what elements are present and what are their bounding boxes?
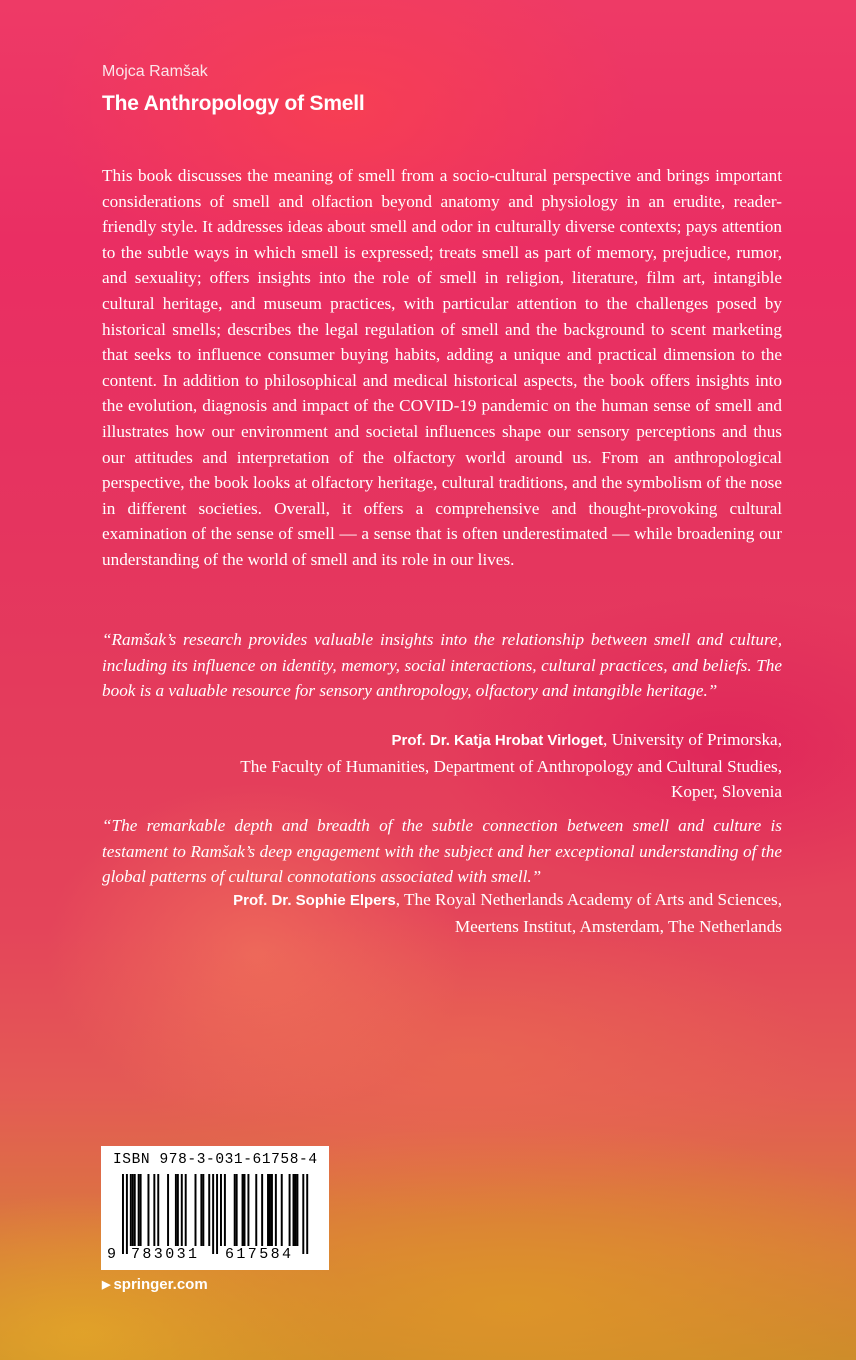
book-title: The Anthropology of Smell (102, 92, 365, 115)
endorser-name: Prof. Dr. Katja Hrobat Virloget (391, 732, 603, 749)
publisher-link-label: springer.com (113, 1276, 208, 1293)
barcode-guard-bar (122, 1174, 124, 1254)
barcode-bar (185, 1174, 187, 1246)
barcode-bar (130, 1174, 132, 1246)
barcode-bar (269, 1174, 271, 1246)
barcode-bar (275, 1174, 277, 1246)
barcode-guard-bar (216, 1174, 218, 1254)
barcode-bar (293, 1174, 295, 1246)
barcode-bar (255, 1174, 257, 1246)
endorsement-quote: “The remarkable depth and breadth of the subtle connection between smell and culture is testament to Ramšak’s deep engagement with the subject and her exceptional understanding of the global patterns of cultural connotations associated with smell.” (102, 816, 782, 887)
barcode-bar (289, 1174, 291, 1246)
barcode-bar (261, 1174, 263, 1246)
barcode-digits (101, 1246, 329, 1266)
barcode-bar (167, 1174, 169, 1246)
barcode-bar (147, 1174, 149, 1246)
barcode-digits-right: 617584 (225, 1246, 294, 1263)
publisher-link[interactable] (102, 1276, 208, 1293)
barcode-bar (140, 1174, 142, 1246)
arrow-right-icon: ▶ (102, 1279, 111, 1291)
endorser-name: Prof. Dr. Sophie Elpers (233, 892, 396, 909)
barcode-bar (281, 1174, 283, 1246)
barcode-bar (138, 1174, 140, 1246)
barcode-bar (200, 1174, 202, 1246)
barcode-bar (132, 1174, 134, 1246)
barcode-bar (157, 1174, 159, 1246)
barcode-bar (242, 1174, 244, 1246)
barcode-bar (177, 1174, 179, 1246)
barcode-bar (267, 1174, 269, 1246)
isbn-label: ISBN 978-3-031-61758-4 (113, 1152, 318, 1168)
barcode-bar (181, 1174, 183, 1246)
barcode-bar (175, 1174, 177, 1246)
barcode-bar (247, 1174, 249, 1246)
book-description: This book discusses the meaning of smell from a socio-cultural perspective and brings important considerations of smell and olfaction beyond anatomy and physiology in an erudite, reader-friendly style. It addresses ideas about smell and odor in culturally diverse contexts; pays attention to the subtle ways in which smell is expressed; treats smell as part of memory, prejudice, rumor, and sexuality; offers insights into the role of smell in religion, literature, film art, intangible cultural heritage, and museum practices, with particular attention to the challenges posed by historical smells; describes the legal regulation of smell and the background to scent marketing that seeks to influence consumer buying habits, adding a unique and practical dimension to the content. In addition to philosophical and medical historical aspects, the book offers insights into the evolution, diagnosis and impact of the COVID-19 pandemic on the human sense of smell and illustrates how our environment and societal influences shape our sensory perceptions and thus our attitudes and interpretation of the olfactory world around us. From an anthropological perspective, the book looks at olfactory heritage, cultural traditions, and the symbolism of the nose in different societies. Overall, it offers a comprehensive and thought-provoking cultural examination of the sense of smell — a sense that is often underestimated — while broadening our understanding of the world of smell and its role in our lives. (102, 166, 782, 569)
barcode-bar (134, 1174, 136, 1246)
endorsement-attribution (102, 887, 782, 939)
barcode-bar (244, 1174, 246, 1246)
barcode-bar (296, 1174, 298, 1246)
author-name: Mojca Ramšak (102, 63, 208, 80)
endorser-affiliation: Meertens Institut, Amsterdam, The Netherlands (454, 916, 782, 936)
barcode-bar (224, 1174, 226, 1246)
barcode-bar (220, 1174, 222, 1246)
barcode-bar (236, 1174, 238, 1246)
barcode-bar (294, 1174, 296, 1246)
barcode-guard-bar (212, 1174, 214, 1254)
barcode-bar (271, 1174, 273, 1246)
barcode-bar (202, 1174, 204, 1246)
barcode-bar (234, 1174, 236, 1246)
endorsement-quote: “Ramšak’s research provides valuable insights into the relationship between smell and culture, including its influence on identity, memory, social interactions, cultural practices, and beliefs. The book is a valuable resource for sensory anthropology, olfactory and intangible heritage.” (102, 630, 782, 701)
barcode-digit-first: 9 (107, 1246, 117, 1263)
barcode-guard-bar (126, 1174, 128, 1254)
barcode-guard-bar (302, 1174, 304, 1254)
endorser-affiliation: , The Royal Netherlands Academy of Arts and Sciences, (395, 890, 782, 909)
barcode-bar (153, 1174, 155, 1246)
barcode-bar (195, 1174, 197, 1246)
barcode-bar (208, 1174, 210, 1246)
endorser-affiliation: The Faculty of Humanities, Department of Anthropology and Cultural Studies, (240, 756, 782, 776)
endorser-location: Koper, Slovenia (670, 782, 782, 802)
endorsement-attribution (102, 727, 782, 805)
barcode-digits-left: 783031 (131, 1246, 200, 1263)
isbn-barcode (101, 1146, 329, 1270)
barcode-guard-bar (306, 1174, 308, 1254)
endorser-affiliation: , University of Primorska, (602, 730, 782, 749)
